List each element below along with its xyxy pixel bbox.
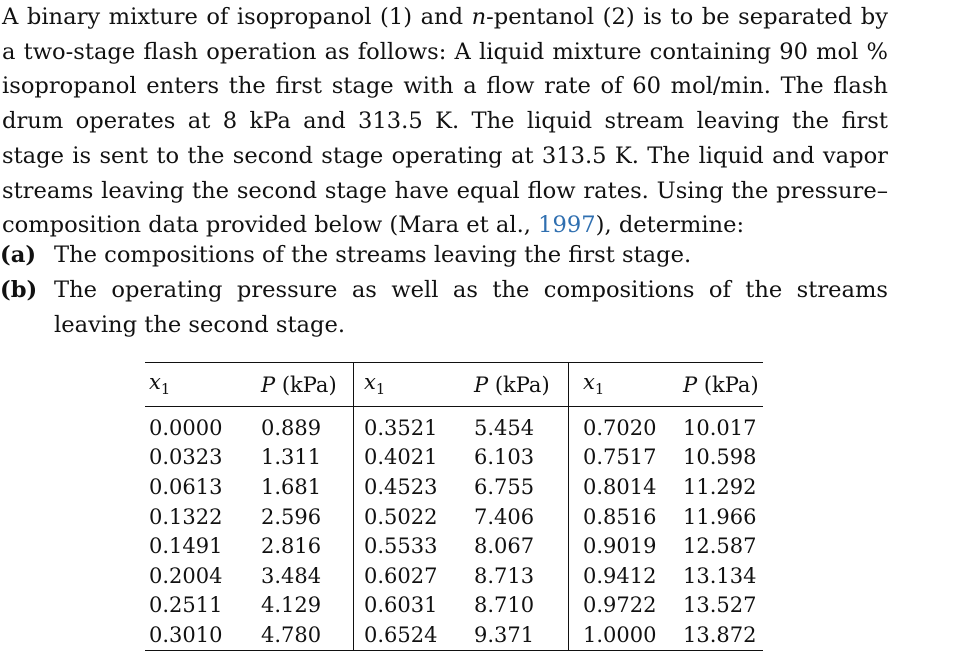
cell-p: 8.713 xyxy=(474,563,535,588)
cell-p: 10.598 xyxy=(683,445,757,470)
cell-p: 12.587 xyxy=(683,534,757,559)
header-x1: $x_1$ xyxy=(354,363,475,407)
header-x1: $x_1$ xyxy=(569,363,684,407)
cell-p: 10.017 xyxy=(683,415,757,440)
cell-x1: 0.9412 xyxy=(569,561,684,591)
cell-p: 13.134 xyxy=(683,563,757,588)
item-text: The operating pressure as well as the compositions of the streams leaving the second stage. xyxy=(54,277,888,338)
cell-x1: 0.1322 xyxy=(149,504,223,529)
cell-x1: 0.3521 xyxy=(354,407,475,443)
table-row xyxy=(145,591,763,621)
cell-p: 1.311 xyxy=(261,445,322,470)
cell-x1: 0.8516 xyxy=(569,502,684,532)
cell-p: 4.129 xyxy=(261,593,322,618)
cell-x1: 0.6524 xyxy=(354,620,475,650)
intro-text-body: -pentanol (2) is to be separated by a two-stage flash operation as follows: A liquid mixture containing 90 mol % isopropanol enters the first stage with a flow rate of 60 mol/min. The flash drum operates at 8 kPa and 313.5 K. The liquid stream leaving the first stage is sent to the second stage operating at 313.5 K. The liquid and vapor streams leaving the second stage have equal flow rates. Using the pressure–composition data provided below (Mara et al., xyxy=(2,4,888,239)
cell-x1: 0.4021 xyxy=(354,443,475,473)
table-row xyxy=(145,443,763,473)
table-header-row xyxy=(145,363,763,407)
intro-text-start: A binary mixture of isopropanol (1) and xyxy=(2,4,472,30)
cell-p: 1.681 xyxy=(261,474,322,499)
table-row xyxy=(145,531,763,561)
item-label: (a) xyxy=(0,242,37,268)
cell-p: 8.067 xyxy=(474,534,535,559)
header-p: P (kPa) xyxy=(474,372,550,397)
cell-x1: 0.9722 xyxy=(569,591,684,621)
cell-p: 5.454 xyxy=(474,415,535,440)
cell-p: 13.872 xyxy=(683,622,757,647)
item-label: (b) xyxy=(0,277,38,303)
table-row xyxy=(145,407,763,443)
question-item-a xyxy=(0,238,888,273)
cell-x1: 0.9019 xyxy=(569,531,684,561)
table-row xyxy=(145,561,763,591)
cell-p: 11.292 xyxy=(683,474,757,499)
cell-x1: 0.4523 xyxy=(354,472,475,502)
table-row xyxy=(145,472,763,502)
cell-x1: 0.3010 xyxy=(149,622,223,647)
header-p: P (kPa) xyxy=(261,372,337,397)
cell-p: 9.371 xyxy=(474,622,535,647)
cell-p: 0.889 xyxy=(261,415,322,440)
table-row xyxy=(145,502,763,532)
cell-x1: 0.5022 xyxy=(354,502,475,532)
cell-x1: 0.7020 xyxy=(569,407,684,443)
cell-x1: 0.2004 xyxy=(149,563,223,588)
cell-x1: 1.0000 xyxy=(569,620,684,650)
header-p: P (kPa) xyxy=(683,372,759,397)
cell-x1: 0.2511 xyxy=(149,593,223,618)
cell-x1: 0.0323 xyxy=(149,445,223,470)
cell-p: 13.527 xyxy=(683,593,757,618)
cell-x1: 0.8014 xyxy=(569,472,684,502)
n-prefix: n xyxy=(471,4,487,30)
item-text: The compositions of the streams leaving the first stage. xyxy=(54,242,692,268)
cell-p: 8.710 xyxy=(474,593,535,618)
cell-x1: 0.6027 xyxy=(354,561,475,591)
cell-p: 6.755 xyxy=(474,474,535,499)
cell-p: 4.780 xyxy=(261,622,322,647)
cell-x1: 0.5533 xyxy=(354,531,475,561)
cell-x1: 0.1491 xyxy=(149,534,223,559)
cell-p: 7.406 xyxy=(474,504,535,529)
cell-p: 2.816 xyxy=(261,534,322,559)
cell-p: 6.103 xyxy=(474,445,535,470)
header-x1: $x_1$ xyxy=(149,370,171,399)
table-row xyxy=(145,620,763,650)
pressure-composition-table xyxy=(145,362,763,651)
citation-link[interactable]: 1997 xyxy=(538,212,596,239)
cell-x1: 0.6031 xyxy=(354,591,475,621)
cell-p: 2.596 xyxy=(261,504,322,529)
cell-p: 11.966 xyxy=(683,504,757,529)
cell-x1: 0.0613 xyxy=(149,474,223,499)
cell-x1: 0.0000 xyxy=(149,415,223,440)
cell-p: 3.484 xyxy=(261,563,322,588)
cell-x1: 0.7517 xyxy=(569,443,684,473)
question-item-b xyxy=(0,273,888,342)
problem-statement xyxy=(2,0,888,243)
intro-text-end: ), determine: xyxy=(595,212,745,239)
